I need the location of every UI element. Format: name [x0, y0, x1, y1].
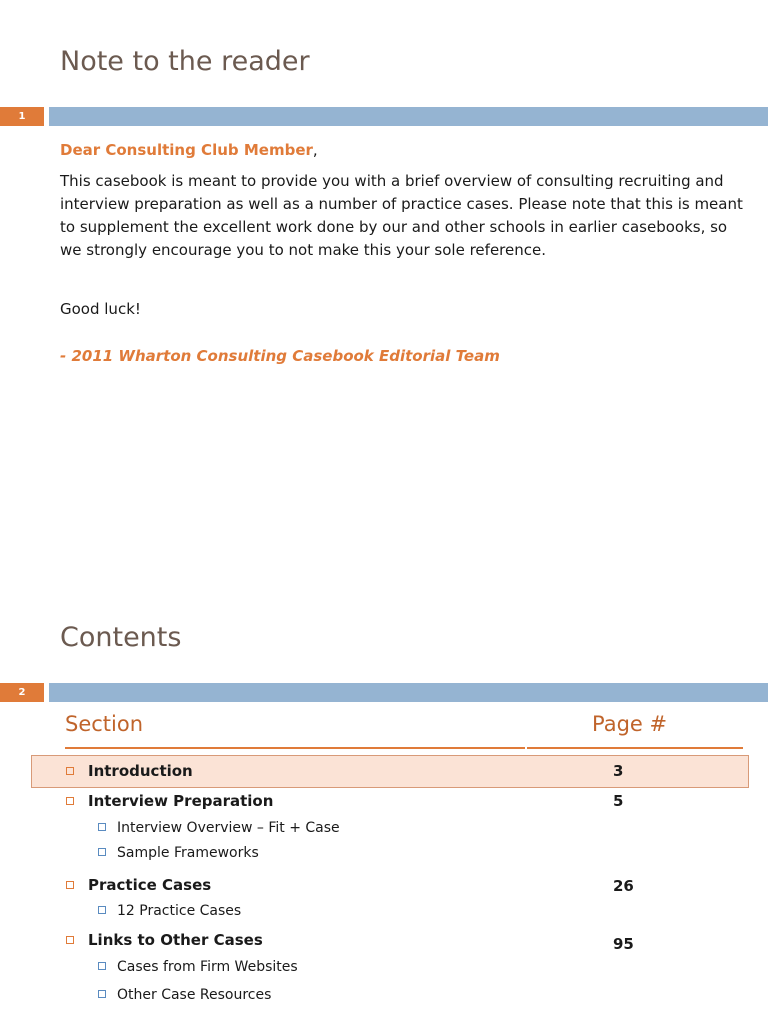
toc-subentry-12-practice-cases[interactable] [98, 903, 241, 919]
greeting [60, 141, 318, 159]
toc-entry-label: Practice Cases [88, 876, 212, 894]
slide-1-number: 1 [0, 107, 44, 126]
toc-page-introduction: 3 [613, 762, 624, 780]
square-bullet-icon [66, 881, 74, 889]
toc-subentry-interview-overview[interactable] [98, 820, 340, 836]
slide-1-title: Note to the reader [60, 46, 310, 77]
square-bullet-icon [98, 848, 106, 856]
toc-entry-label: Introduction [88, 762, 193, 780]
toc-entry-links-to-other-cases[interactable] [66, 931, 263, 949]
section-header-underline [65, 747, 525, 749]
page-column-header: Page # [592, 712, 668, 736]
toc-subentry-label: Other Case Resources [117, 987, 272, 1003]
toc-subentry-sample-frameworks[interactable] [98, 845, 259, 861]
slide-2-number: 2 [0, 683, 44, 702]
slide-1-header-bar [0, 107, 768, 126]
page-header-underline [527, 747, 743, 749]
square-bullet-icon [98, 962, 106, 970]
toc-subentry-label: 12 Practice Cases [117, 903, 242, 919]
toc-entry-introduction[interactable] [66, 762, 193, 780]
square-bullet-icon [66, 797, 74, 805]
editorial-signature: - 2011 Wharton Consulting Casebook Editorial Team [60, 347, 500, 365]
slide-1-blue-bar [49, 107, 768, 126]
greeting-name: Dear Consulting Club Member [60, 141, 313, 159]
closing-text: Good luck! [60, 300, 141, 318]
slide-2-title: Contents [60, 622, 182, 653]
toc-subentry-label: Cases from Firm Websites [117, 959, 298, 975]
slide-2-header-bar [0, 683, 768, 702]
toc-entry-label: Interview Preparation [88, 792, 274, 810]
toc-subentry-cases-from-firm-websites[interactable] [98, 959, 298, 975]
square-bullet-icon [66, 767, 74, 775]
square-bullet-icon [98, 823, 106, 831]
toc-page-links-to-other-cases: 95 [613, 935, 634, 953]
toc-entry-label: Links to Other Cases [88, 931, 263, 949]
section-column-header: Section [65, 712, 144, 736]
greeting-suffix: , [312, 141, 318, 159]
toc-subentry-label: Interview Overview – Fit + Case [117, 820, 340, 836]
slide-2-blue-bar [49, 683, 768, 702]
intro-paragraph: This casebook is meant to provide you with a brief overview of consulting recruiting and interview preparation as well as a number of practice cases. Please note that this is meant to supplement the excellent work done by our and other schools in earlier casebooks, so we strongly encourage you to not make this your sole reference. [60, 172, 743, 259]
square-bullet-icon [66, 936, 74, 944]
toc-subentry-label: Sample Frameworks [117, 845, 259, 861]
square-bullet-icon [98, 990, 106, 998]
toc-subentry-other-case-resources[interactable] [98, 987, 271, 1003]
toc-entry-practice-cases[interactable] [66, 876, 211, 894]
toc-entry-interview-preparation[interactable] [66, 792, 273, 810]
toc-page-practice-cases: 26 [613, 877, 634, 895]
square-bullet-icon [98, 906, 106, 914]
toc-page-interview-preparation: 5 [613, 792, 624, 810]
